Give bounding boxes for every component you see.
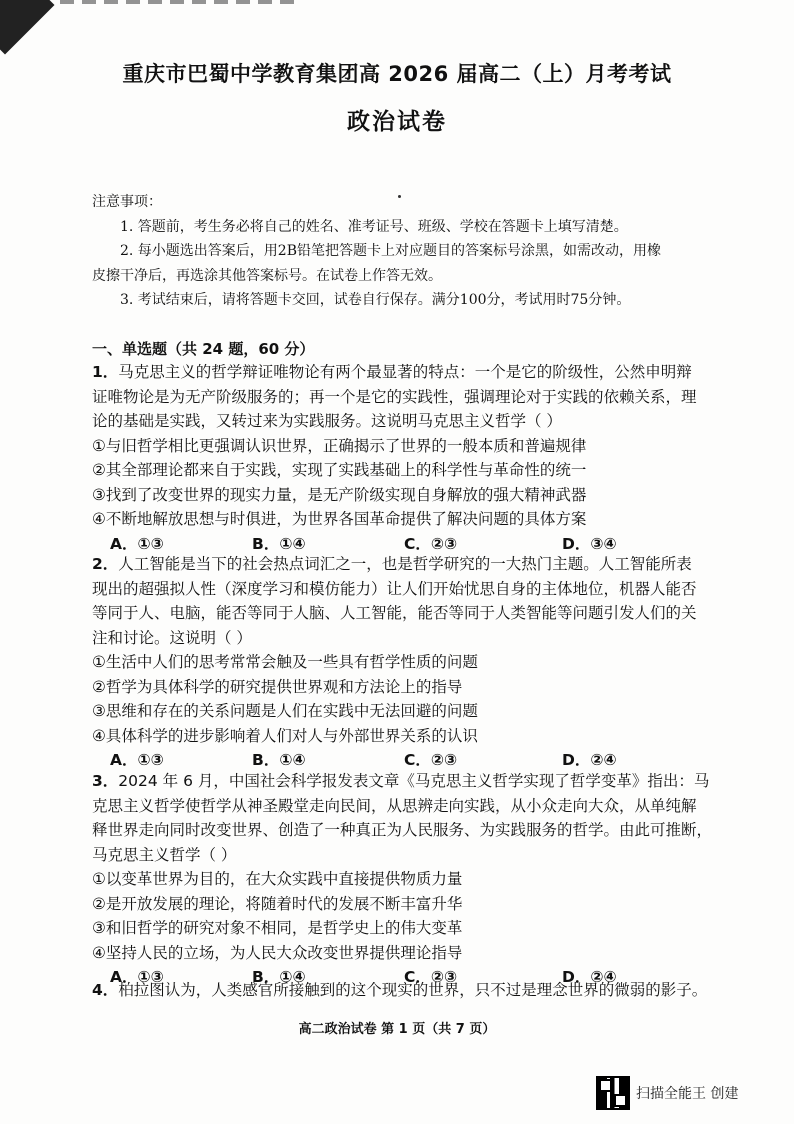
choice-c: C．②③ [404, 534, 458, 553]
choice-a: A．①③ [110, 968, 164, 986]
question-number: 1． [92, 363, 119, 381]
statement-option: ③找到了改变世界的现实力量，是无产阶级实现自身解放的强大精神武器 [92, 485, 587, 504]
question-stem-line: 证唯物论是为无产阶级服务的；再一个是它的实践性，强调理论对于实践的依赖关系，理 [92, 387, 697, 406]
statement-option: ③和旧哲学的研究对象不相同，是哲学史上的伟大变革 [92, 919, 463, 937]
statement-option: ④坚持人民的立场，为人民大众改变世界提供理论指导 [92, 943, 463, 962]
question-stem-line: 现出的超强拟人性（深度学习和模仿能力）让人们开始忧思自身的主体地位，机器人能否 [92, 579, 697, 598]
statement-option: ①以变革世界为目的，在大众实践中直接提供物质力量 [92, 870, 463, 888]
question-stem-line: 论的基础是实践，又转过来为实践服务。这说明马克思主义哲学（ ） [92, 412, 562, 430]
notice-item-1: 1. 答题前，考生务必将自己的姓名、准考证号、班级、学校在答题卡上填写清楚。 [120, 218, 628, 235]
scanner-watermark [596, 1076, 738, 1110]
statement-option: ③思维和存在的关系问题是人们在实践中无法回避的问题 [92, 702, 478, 720]
notice-item-2: 2. 每小题选出答案后，用2B铅笔把答题卡上对应题目的答案标号涂黑，如需改动，用橡 [120, 243, 662, 259]
statement-option: ④不断地解放思想与时俱进，为世界各国革命提供了解决问题的具体方案 [92, 510, 587, 528]
choice-b: B．①④ [252, 968, 306, 986]
question-stem-line: 1．马克思主义的哲学辩证唯物论有两个最显著的特点：一个是它的阶级性，公然申明辩 [92, 363, 692, 381]
notice-item-3: 3. 考试结束后，请将答题卡交回，试卷自行保存。满分100分，考试用时75分钟。 [120, 292, 631, 308]
choice-b: B．①④ [252, 751, 306, 769]
question-number: 2． [92, 555, 119, 573]
section-heading: 一、单选题（共 24 题，60 分） [92, 340, 315, 358]
page-footer: 高二政治试卷 第 1 页（共 7 页） [298, 1022, 496, 1037]
exam-subtitle: 政治试卷 [347, 109, 447, 135]
notice-block [92, 190, 692, 313]
question-stem-line: 克思主义哲学使哲学从神圣殿堂走向民间，从思辨走向实践，从小众走向大众，从单纯解 [92, 796, 697, 815]
choice-d: D．②④ [562, 968, 617, 986]
scan-corner-shadow [0, 0, 54, 54]
question-stem-line: 3．2024 年 6 月，中国社会科学报发表文章《马克思主义哲学实现了哲学变革》指出：马 [92, 772, 710, 790]
choice-d: D．②④ [562, 751, 617, 769]
statement-option: ②哲学为具体科学的研究提供世界观和方法论上的指导 [92, 677, 463, 696]
question-stem-line: 马克思主义哲学（ ） [92, 845, 237, 864]
notice-item-2-cont: 皮擦干净后，再选涂其他答案标号。在试卷上作答无效。 [92, 267, 442, 284]
watermark-text: 扫描全能王 创建 [636, 1086, 739, 1102]
choice-a: A．①③ [110, 534, 164, 553]
question-3 [92, 769, 722, 989]
question-stem-line: 注和讨论。这说明（ ） [92, 628, 252, 647]
choice-a: A．①③ [110, 751, 164, 769]
statement-option: ④具体科学的进步影响着人们对人与外部世界关系的认识 [92, 726, 478, 745]
question-number: 3． [92, 772, 119, 790]
statement-option: ①生活中人们的思考常常会触及一些具有哲学性质的问题 [92, 653, 478, 671]
statement-option: ②是开放发展的理论，将随着时代的发展不断丰富升华 [92, 894, 463, 913]
question-1 [92, 360, 722, 556]
question-stem-line: 释世界走向同时改变世界、创造了一种真正为人民服务、为实践服务的哲学。由此可推断， [92, 821, 713, 839]
question-2 [92, 552, 722, 772]
question-stem-line: 等同于人、电脑，能否等同于人脑、人工智能，能否等同于人类智能等问题引发人们的关 [92, 604, 697, 622]
question-number: 4． [92, 981, 119, 999]
choice-c: C．②③ [404, 968, 458, 986]
choice-c: C．②③ [404, 751, 458, 769]
question-4 [92, 978, 722, 1003]
statement-option: ①与旧哲学相比更强调认识世界，正确揭示了世界的一般本质和普遍规律 [92, 436, 587, 455]
qr-code-icon [596, 1076, 630, 1110]
exam-title: 重庆市巴蜀中学教育集团高 2026 届高二（上）月考考试 [122, 62, 672, 86]
notice-heading: 注意事项： [92, 194, 162, 210]
question-stem-line: 4．柏拉图认为，人类感官所接触到的这个现实的世界，只不过是理念世界的微弱的影子。 [92, 981, 708, 999]
question-stem-line: 2．人工智能是当下的社会热点词汇之一，也是哲学研究的一大热门主题。人工智能所表 [92, 555, 692, 573]
scan-top-smudge [60, 0, 300, 4]
statement-option: ②其全部理论都来自于实践，实现了实践基础上的科学性与革命性的统一 [92, 461, 587, 479]
choice-b: B．①④ [252, 534, 306, 553]
choice-d: D．③④ [562, 534, 617, 553]
